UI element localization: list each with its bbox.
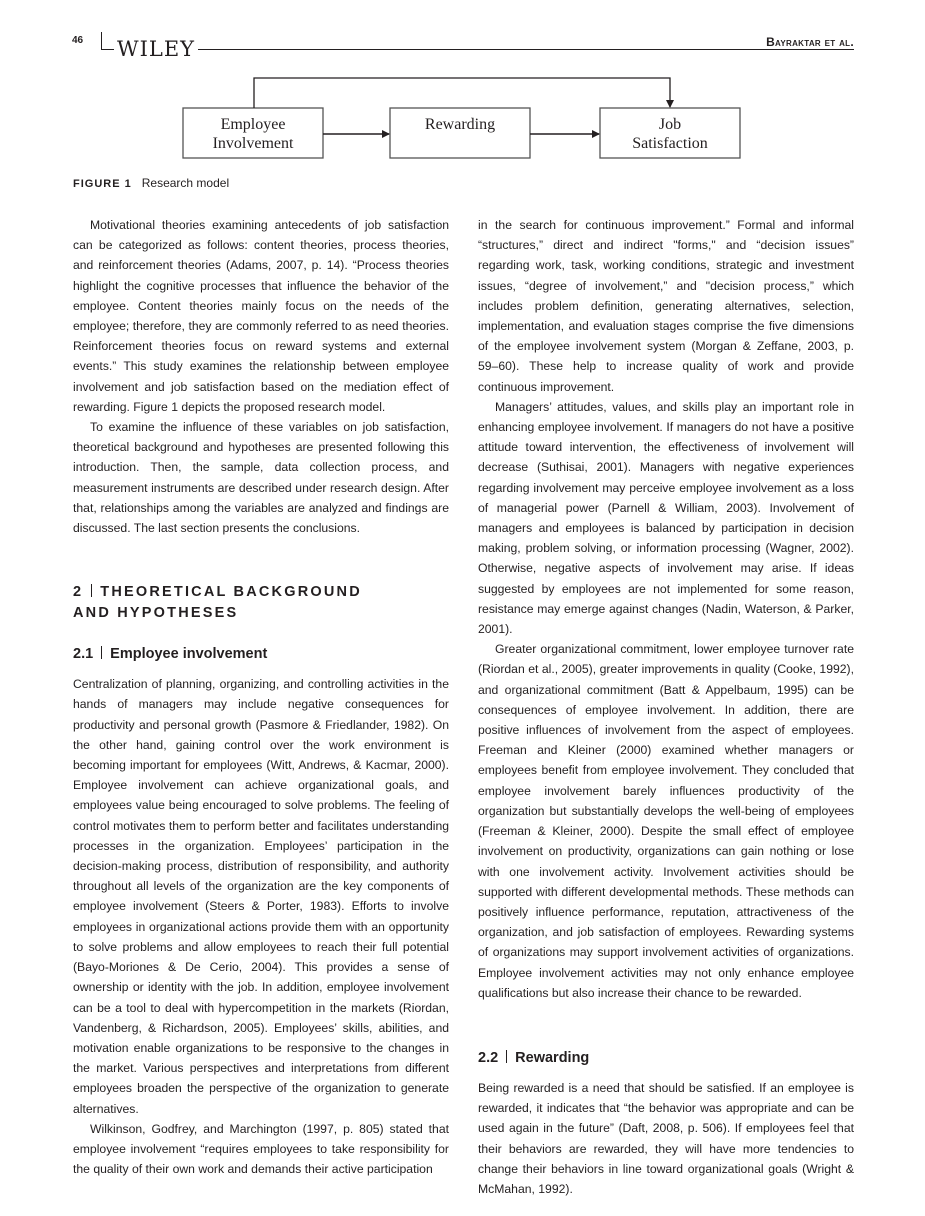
box-label-employee-involvement — [183, 115, 323, 153]
subsection-title: Employee involvement — [110, 646, 268, 663]
paragraph: Motivational theories examining antecedents of job satisfaction can be categorized as follows: content theories, process theories, and reinforcement theories (Adams, 2007, p. 14). “Process theories highlight the cognitive processes that influence the behavior of the employee. Content theories mainly focus on the needs of the employee; therefore, they are commonly referred to as need theories. Reinforcement theories focus on reward systems and external events.” This study examines the relationship between employee involvement and job satisfaction based on the mediation effect of rewarding. Figure 1 depicts the proposed research model. — [73, 218, 449, 414]
paragraph: Being rewarded is a need that should be satisfied. If an employee is rewarded, it indicates that “the behavior was appropriate and can be used again in the future” (Daft, 2008, p. 506). If employees feel that their behaviors are rewarded, they will have more tendencies to change their behaviors in line toward organizational goals (Wright & McMahan, 1992). — [478, 1080, 854, 1196]
box-label-line: Involvement — [212, 135, 294, 152]
box-label-line: Employee — [220, 116, 286, 133]
box-label-line: Job — [658, 116, 682, 133]
figure-caption-label: FIGURE 1 — [73, 178, 132, 190]
header-rule — [101, 49, 854, 50]
box-label-job-satisfaction — [600, 115, 740, 153]
right-column — [478, 215, 854, 1199]
section-title-line1: THEORETICAL BACKGROUND — [100, 584, 362, 601]
section-number: 2 — [73, 584, 84, 601]
research-model-figure — [170, 70, 760, 170]
box-label-rewarding — [390, 115, 530, 134]
subsection-heading — [73, 644, 449, 664]
heading-separator — [101, 646, 102, 659]
page-number: 46 — [72, 35, 84, 46]
arrow-involvement-to-satisfaction — [254, 78, 670, 108]
subsection-number: 2.1 — [73, 646, 94, 663]
publisher-logo: WILEY — [114, 37, 198, 61]
paragraph: in the search for continuous improvement.” Formal and informal “structures,” direct and indirect "forms," and “decision issues” regarding work, task, working conditions, strategic and investment issues, “degree of involvement,” and "decision process,” which includes problem definition, generating alternatives, selection, implementation, and evaluation stages comprise the five dimensions of the employee involvement system (Morgan & Zeffane, 2003, p. 59–60). These help to increase quality of work and provide continuous improvement. — [478, 218, 854, 394]
running-head-text: Bayraktar et al. — [766, 35, 854, 49]
running-head — [766, 35, 854, 49]
page-header — [72, 28, 854, 61]
subsection-title: Rewarding — [515, 1049, 590, 1066]
paragraph: Centralization of planning, organizing, and controlling activities in the hands of managers may include negative consequences for productivity and personal growth (Pasmore & Friedlander, 1982). On the other hand, gaining control over the work environment is becoming important for employees (Witt, Andrews, & Kacmar, 2000). Employee involvement can achieve organizational goals, and employees value being encouraged to solve problems. The feeling of control motivates them to perform better and facilitates understanding processes in the organization. Employees’ participation in the decision-making process, distribution of responsibility, and authority throughout all levels of the organization are the key components of employee involvement (Steers & Porter, 1983). Efforts to involve employees in organizational actions provide them with an opportunity to solve problems and allow employees to reach their full potential (Bayo-Moriones & De Cerio, 2004). This provides a sense of ownership or identity with the job. In addition, employee involvement can be a tool to deal with hypercompetition in the markets (Riordan, Vandenberg, & Richardson, 2005). Employees’ skills, abilities, and motivation enable organizations to be responsive to the changes in the market. Various perspectives and interpretations from different employees broaden the perspective of the organization to generate alternatives. — [73, 677, 449, 1116]
figure-caption — [73, 176, 229, 190]
box-label-line: Rewarding — [424, 116, 496, 133]
subsection-heading — [478, 1048, 854, 1068]
paragraph: Greater organizational commitment, lower employee turnover rate (Riordan et al., 2005), greater improvements in quality (Cooke, 1992), and organizational commitment (Batt & Appelbaum, 1995) can be consequences of employee involvement. In addition, there are positive influences of involvement from the aspect of employees. Freeman and Kleiner (2000) examined whether managers or employees benefit from employee involvement. They concluded that employee involvement barely influences productivity of the organization but substantially develops the well-being of employees (Freeman & Kleiner, 2000). Despite the small effect of employee involvement on productivity, organizations can gain nothing or lose with one involvement activity. Involvement activities should be supported with different developmental methods. These methods can positively influence performance, reputation, attractiveness of the organization, and job satisfaction of employees. Rewarding systems of organizations may support involvement activities of organizations. Employee involvement activities may not only enhance employee qualifications but also increase their chance to be rewarded. — [478, 642, 854, 1000]
section-heading — [73, 582, 449, 624]
figure-caption-text: Research model — [141, 176, 230, 190]
paragraph: To examine the influence of these variables on job satisfaction, theoretical background and hypotheses are presented following this introduction. Then, the sample, data collection process, and measurement instruments are described under research design. After that, relationships among the variables are analyzed and findings are discussed. The last section presents the conclusions. — [73, 420, 449, 536]
left-column — [73, 215, 449, 1179]
box-label-line: Satisfaction — [632, 135, 708, 152]
heading-separator — [506, 1050, 507, 1063]
header-divider-tick — [101, 32, 102, 49]
subsection-number: 2.2 — [478, 1049, 499, 1066]
paragraph: Managers’ attitudes, values, and skills play an important role in enhancing employee involvement. If managers do not have a positive attitude toward intervention, the effectiveness of involvement will decrease (Suthisai, 2001). Managers with negative experiences regarding involvement may perceive employee involvement as a loss of managerial power (Parnell & William, 2003). Involvement of managers and employees is balanced by participation in decision making, problem solving, or information processing (Wagner, 2002). Otherwise, negative aspects of involvement may arise. If ideas suggested by employees are not implemented for some reason, resistance may emerge against changes (Nadin, Waterson, & Parker, 2001). — [478, 399, 854, 637]
paragraph: Wilkinson, Godfrey, and Marchington (1997, p. 805) stated that employee involvement “requires employees to take responsibility for the quality of their own work and demands their active participation — [73, 1121, 449, 1177]
heading-separator — [91, 584, 92, 597]
section-title-line2: AND HYPOTHESES — [73, 605, 239, 622]
